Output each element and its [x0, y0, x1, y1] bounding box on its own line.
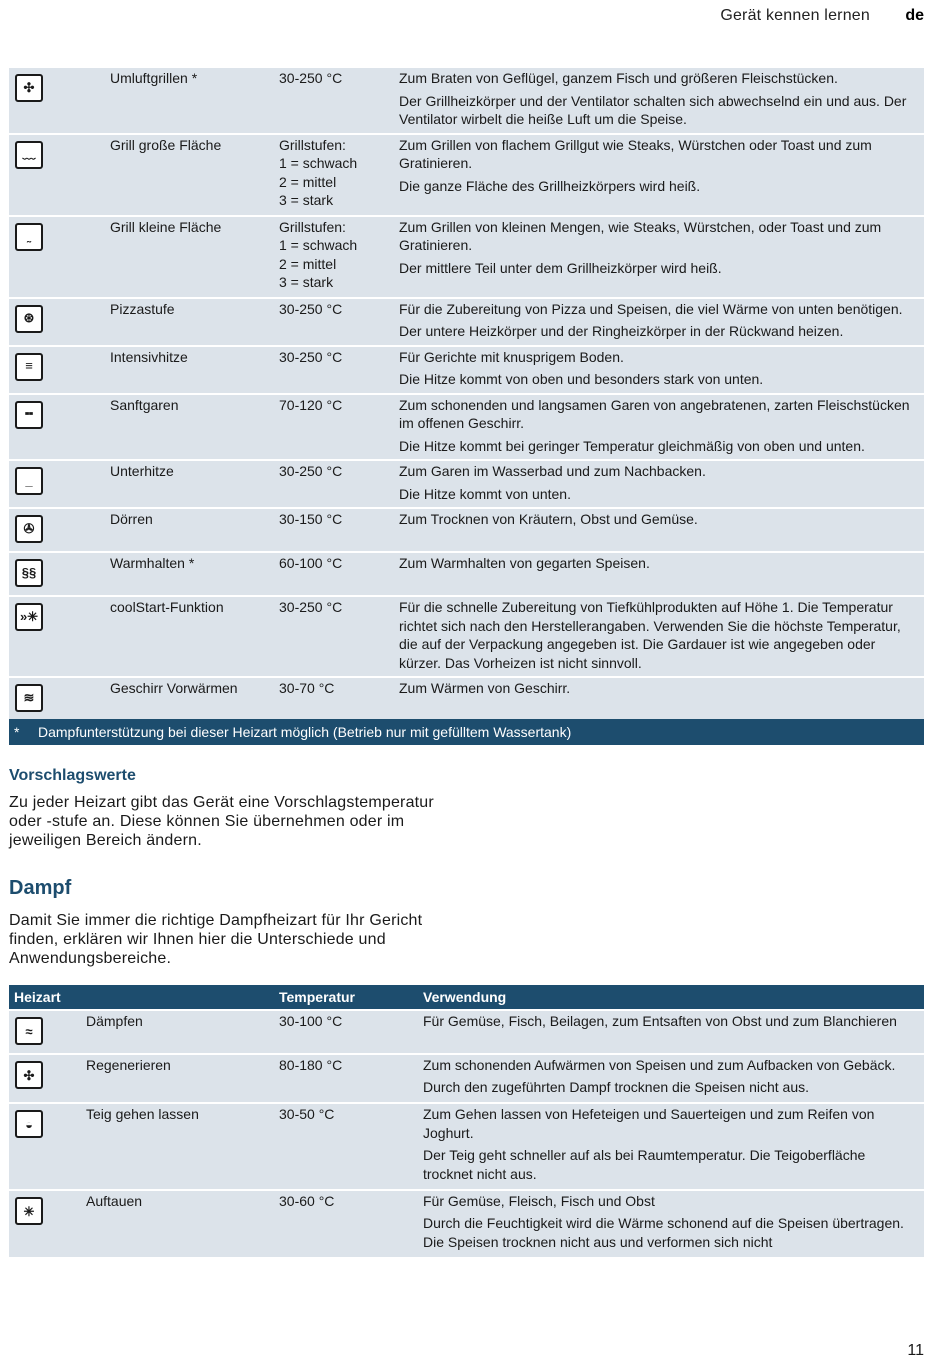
mode-name: Auftauen — [86, 1193, 143, 1209]
mode-description — [399, 68, 924, 133]
table-row — [9, 68, 924, 135]
mode-description — [399, 299, 924, 345]
regenerate-icon: ✣ — [15, 1061, 43, 1089]
table-row — [9, 1009, 924, 1053]
steam-support-footnote — [9, 719, 924, 745]
mode-description — [399, 461, 924, 507]
mode-name: Unterhitze — [110, 463, 174, 479]
slow-cook-icon: ╍ — [15, 401, 43, 429]
heating-modes-table — [9, 68, 924, 722]
pizza-setting-icon: ⊛ — [15, 305, 43, 333]
steam-heading: Dampf — [9, 877, 72, 899]
mode-temperature: 30-100 °C — [279, 1013, 343, 1029]
description-paragraph: Der Teig geht schneller auf als bei Raumtemperatur. Die Teigoberfläche trocknet nicht aus. — [423, 1147, 866, 1182]
drying-icon: ✇ — [15, 515, 43, 543]
fan-grill-icon: ✣ — [15, 74, 43, 102]
description-paragraph: Die ganze Fläche des Grillheizkörpers wird heiß. — [399, 177, 701, 194]
mode-temperature: 30-250 °C — [279, 300, 343, 317]
steam-table-body — [9, 1009, 924, 1257]
description-paragraph: Für die Zubereitung von Pizza und Speisen, die viel Wärme von unten benötigen. — [399, 300, 903, 317]
mode-description — [399, 347, 924, 393]
description-paragraph: Zum schonenden Aufwärmen von Speisen und zum Aufbacken von Gebäck. — [423, 1057, 896, 1073]
steam-table-header — [9, 985, 924, 1009]
description-paragraph: Der mittlere Teil unter dem Grillheizkörper wird heiß. — [399, 259, 722, 276]
mode-temperature: 30-50 °C — [279, 1106, 335, 1122]
description-paragraph: Für Gemüse, Fisch, Beilagen, zum Entsaften von Obst und zum Blanchieren — [423, 1013, 897, 1029]
steam-modes-table — [9, 985, 924, 1257]
mode-description — [399, 678, 924, 720]
description-paragraph: Der Grillheizkörper und der Ventilator schalten sich abwechselnd ein und aus. Der Ventilator wirbelt die heiße Luft um die Speise. — [399, 92, 907, 127]
mode-temperature: 30-250 °C — [279, 599, 343, 615]
mode-temperature: 30-70 °C — [279, 680, 335, 696]
mode-description — [399, 553, 924, 595]
mode-name: Geschirr Vorwärmen — [110, 680, 238, 696]
footnote-text: Dampfunterstützung bei dieser Heizart möglich (Betrieb nur mit gefülltem Wassertank) — [38, 724, 572, 740]
mode-description — [423, 1191, 924, 1257]
table-row — [9, 347, 924, 395]
footnote-mark: * — [14, 724, 20, 740]
mode-name: Teig gehen lassen — [86, 1106, 199, 1122]
table-row — [9, 135, 924, 217]
column-header-use: Verwendung — [423, 989, 507, 1005]
proposal-paragraph: Zu jeder Heizart gibt das Gerät eine Vorschlagstemperatur oder -stufe an. Diese können Sie übernehmen oder im jeweiligen Bereich ändern. — [9, 794, 434, 849]
mode-description — [399, 135, 924, 215]
description-paragraph: Zum Gehen lassen von Hefeteigen und Sauerteigen und zum Reifen von Joghurt. — [423, 1106, 875, 1141]
mode-temperature: Grillstufen: 1 = schwach 2 = mittel 3 = stark — [279, 218, 358, 290]
description-paragraph: Zum Grillen von kleinen Mengen, wie Steaks, Würstchen, oder Toast und zum Gratinieren. — [399, 218, 882, 253]
table-row — [9, 1053, 924, 1102]
mode-temperature: 80-180 °C — [279, 1057, 343, 1073]
mode-temperature: 60-100 °C — [279, 555, 343, 571]
mode-description — [423, 1104, 924, 1189]
defrost-icon: ✳ — [15, 1197, 43, 1225]
table-row — [9, 1189, 924, 1257]
description-paragraph: Die Hitze kommt bei geringer Temperatur gleichmäßig von oben und unten. — [399, 437, 865, 454]
grill-small-area-icon: ˷ — [15, 223, 43, 251]
grill-large-area-icon: ﹏ — [15, 141, 43, 169]
mode-description — [399, 597, 924, 676]
mode-temperature: 30-150 °C — [279, 511, 343, 527]
mode-description — [423, 1011, 924, 1053]
dish-warming-icon: ≋ — [15, 684, 43, 712]
description-paragraph: Zum Warmhalten von gegarten Speisen. — [399, 555, 650, 571]
description-paragraph: Zum Trocknen von Kräutern, Obst und Gemüse. — [399, 511, 698, 527]
language-code: de — [905, 7, 924, 24]
mode-temperature: 30-60 °C — [279, 1193, 335, 1209]
table-row — [9, 299, 924, 347]
description-paragraph: Durch die Feuchtigkeit wird die Wärme schonend auf die Speisen übertragen. Die Speisen trocknen nicht aus und verformen sich nicht — [423, 1215, 904, 1250]
intensive-heat-icon: ≡ — [15, 353, 43, 381]
mode-name: Warmhalten * — [110, 555, 195, 571]
table-row — [9, 461, 924, 509]
mode-description — [399, 217, 924, 297]
mode-temperature: 30-250 °C — [279, 70, 343, 86]
mode-description — [423, 1055, 924, 1102]
proposal-heading: Vorschlagswerte — [9, 767, 136, 784]
mode-description — [399, 509, 924, 551]
description-paragraph: Zum Braten von Geflügel, ganzem Fisch und größeren Fleischstücken. — [399, 70, 838, 86]
bottom-heat-icon: _ — [15, 467, 43, 495]
page-number: 11 — [907, 1342, 924, 1359]
description-paragraph: Durch den zugeführten Dampf trocknen die Speisen nicht aus. — [423, 1079, 810, 1095]
keep-warm-icon: §§ — [15, 559, 43, 587]
mode-name: Umluftgrillen * — [110, 70, 198, 86]
mode-name: Pizzastufe — [110, 300, 175, 317]
table-row — [9, 217, 924, 299]
mode-name: Regenerieren — [86, 1057, 171, 1073]
description-paragraph: Zum Garen im Wasserbad und zum Nachbacken. — [399, 463, 706, 479]
mode-name: Sanftgaren — [110, 396, 179, 413]
description-paragraph: Für Gemüse, Fleisch, Fisch und Obst — [423, 1193, 655, 1209]
page-header — [0, 7, 950, 31]
column-header-mode: Heizart — [14, 989, 61, 1005]
mode-temperature: Grillstufen: 1 = schwach 2 = mittel 3 = stark — [279, 136, 358, 208]
mode-name: Dörren — [110, 511, 153, 527]
proving-dough-icon: ◒ — [15, 1110, 43, 1138]
mode-temperature: 70-120 °C — [279, 396, 343, 413]
description-paragraph: Zum Wärmen von Geschirr. — [399, 680, 571, 696]
description-paragraph: Der untere Heizkörper und der Ringheizkörper in der Rückwand heizen. — [399, 323, 844, 339]
table-row — [9, 1102, 924, 1189]
mode-name: Intensivhitze — [110, 348, 188, 365]
mode-temperature: 30-250 °C — [279, 463, 343, 479]
mode-name: Grill kleine Fläche — [110, 218, 222, 235]
mode-name: coolStart-Funktion — [110, 599, 224, 615]
description-paragraph: Zum Grillen von flachem Grillgut wie Steaks, Würstchen oder Toast und zum Gratinieren. — [399, 136, 872, 171]
description-paragraph: Für Gerichte mit knusprigem Boden. — [399, 348, 624, 365]
table-row — [9, 553, 924, 597]
mode-name: Grill große Fläche — [110, 136, 222, 153]
description-paragraph: Für die schnelle Zubereitung von Tiefkühlprodukten auf Höhe 1. Die Temperatur richtet sich nach den Herstellerangaben. Verwenden Sie die höchste Temperatur, die auf der Verpackung angegeben ist. Die Gardauer ist wie angegeben oder kürzer. Das Vorheizen ist nicht sinnvoll. — [399, 599, 901, 671]
description-paragraph: Die Hitze kommt von oben und besonders stark von unten. — [399, 371, 764, 387]
table-row — [9, 509, 924, 553]
table-row — [9, 678, 924, 722]
section-title: Gerät kennen lernen — [720, 7, 870, 24]
table-row — [9, 597, 924, 678]
steam-intro-paragraph: Damit Sie immer die richtige Dampfheizart für Ihr Gericht finden, erklären wir Ihnen hier die Unterschiede und Anwendungsbereiche. — [9, 912, 423, 967]
mode-description — [399, 395, 924, 460]
description-paragraph: Zum schonenden und langsamen Garen von angebratenen, zarten Fleischstücken im offenen Geschirr. — [399, 396, 910, 431]
coolstart-icon: »✳ — [15, 603, 43, 631]
mode-name: Dämpfen — [86, 1013, 143, 1029]
table-row — [9, 395, 924, 462]
description-paragraph: Die Hitze kommt von unten. — [399, 485, 571, 502]
mode-temperature: 30-250 °C — [279, 348, 343, 365]
column-header-temperature: Temperatur — [279, 989, 355, 1005]
steam-cooking-icon: ≈ — [15, 1017, 43, 1045]
